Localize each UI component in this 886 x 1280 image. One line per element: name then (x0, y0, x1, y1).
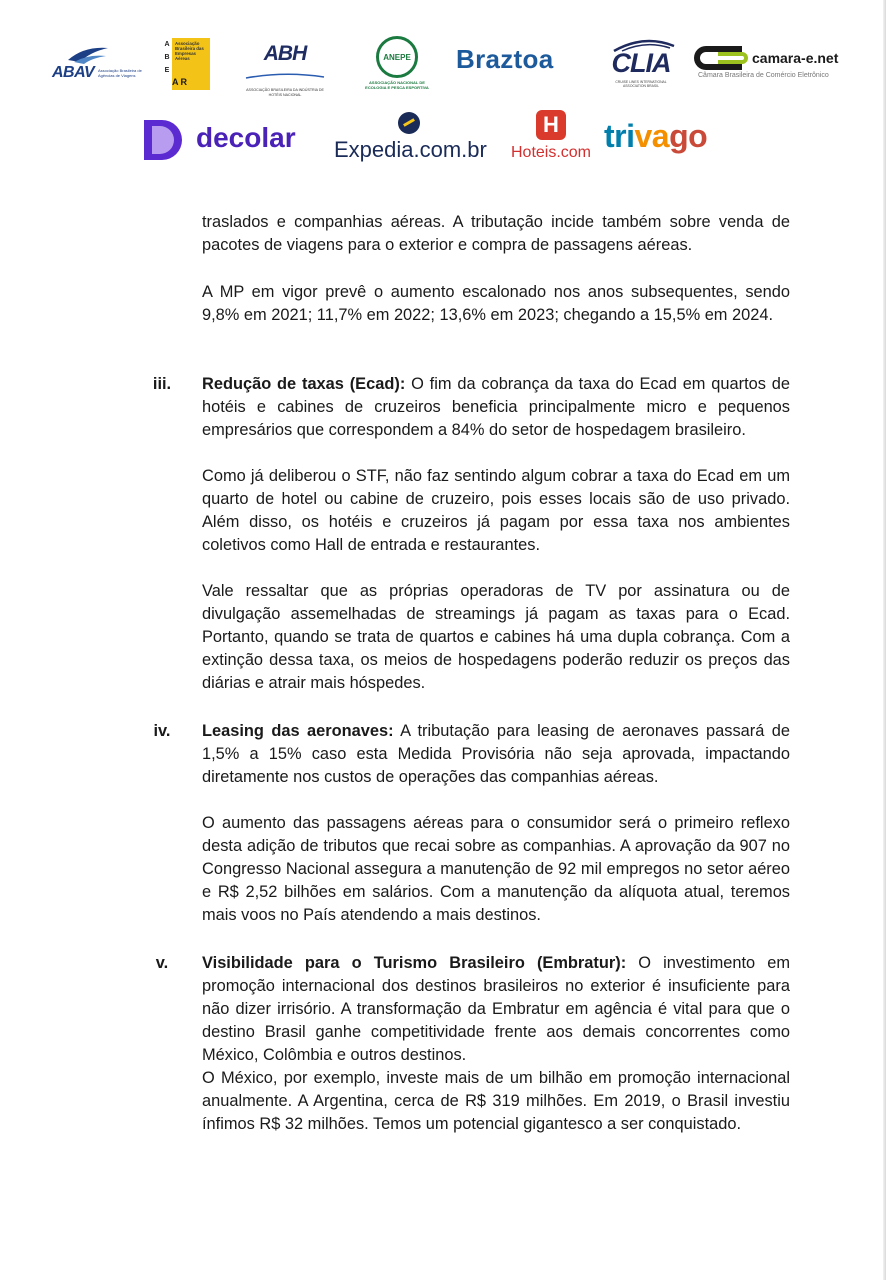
camara-e-net-logo (694, 44, 844, 84)
anepe-logo (358, 36, 436, 94)
ship-icon (604, 38, 678, 52)
clia-caption: CRUISE LINES INTERNATIONAL ASSOCIATION BRASIL (615, 80, 667, 88)
abav-caption: Associação Brasileira de Agências de Viagens (98, 68, 142, 78)
paragraph-mp-schedule: A MP em vigor prevê o aumento escalonado nos anos subsequentes, sendo 9,8% em 2021; 11,7% em 2022; 13,6% em 2023; chegando a 15,5% em 2024. (202, 283, 790, 324)
braztoa-logo: Braztoa (456, 44, 554, 74)
list-marker-iv: iv. (153, 722, 171, 740)
paragraph-continuation: traslados e companhias aéreas. A tributação incide também sobre venda de pacotes de viagens para o exterior e compra de passagens aéreas. (202, 213, 790, 254)
clia-logo (604, 38, 678, 92)
item-iii-paragraph (202, 373, 790, 442)
camara-wordmark: camara-e.net (752, 50, 839, 66)
item-iii-paragraph-3: Vale ressaltar que as próprias operadoras de TV por assinatura ou de divulgação assemelhadas de streamings já pagam as taxas para o Ecad. Portanto, quando se trata de quartos e cabines há uma dupla cobrança. Com a extinção dessa taxa, os meios de hospedagens poderão reduzir os preços das diárias e atrair mais hóspedes. (202, 582, 790, 692)
abear-letter: B (164, 54, 170, 61)
item-v-text: O investimento em promoção internacional dos destinos brasileiros no exterior é insuficiente para não dizer irrisório. A transformação da Embratur em agência é vital para que o destino Brasil ganhe competitividade frente aos demais concorrentes como México, Colômbia e outros destinos. (202, 954, 790, 1064)
hoteis-h-icon (536, 110, 566, 140)
abh-swoosh-icon (242, 73, 328, 79)
item-iv-heading: Leasing das aeronaves: (202, 722, 394, 740)
anepe-caption: ASSOCIAÇÃO NACIONAL DE ECOLOGIA E PESCA ESPORTIVA (365, 80, 429, 90)
item-v-heading: Visibilidade para o Turismo Brasileiro (Embratur): (202, 954, 627, 972)
expedia-logo (334, 112, 487, 166)
abear-letter: E (164, 67, 170, 74)
decolar-wordmark: decolar (196, 122, 296, 153)
camara-mark-accent-icon (718, 52, 748, 64)
abear-letter: A (164, 41, 170, 48)
abav-logo (52, 44, 144, 84)
abav-wordmark: ABAV (52, 64, 95, 81)
expedia-plane-globe-icon (398, 112, 420, 134)
item-iii-text: O fim da cobrança da taxa do Ecad em quartos de hotéis e cabines de cruzeiros beneficia principalmente micro e pequenos empresários que correspondem a 84% do setor de hospedagem brasileiro. (202, 375, 791, 439)
trivago-part: va (634, 118, 670, 154)
clia-wordmark: CLIA (611, 48, 671, 78)
abear-letters (162, 38, 172, 77)
camara-caption: Câmara Brasileira de Comércio Eletrônico (698, 72, 829, 79)
trivago-part: go (669, 118, 708, 154)
item-iii-heading: Redução de taxas (Ecad): (202, 375, 406, 393)
abh-wordmark: ABH (263, 42, 307, 65)
bird-icon (66, 44, 110, 64)
item-v-paragraph-2: O México, por exemplo, investe mais de um bilhão em promoção internacional anualmente. A Argentina, cerca de R$ 319 milhões. Em 2019, o Brasil investiu ínfimos R$ 32 milhões. Temos um potencial gigantesco a ser conquistado. (202, 1069, 790, 1133)
item-iv-paragraph-2: O aumento das passagens aéreas para o consumidor será o primeiro reflexo desta adição de tributos que recai sobre as companhias. A aprovação da 907 no Congresso Nacional assegura a manutenção de 92 mil empregos no setor aéreo e R$ 2,52 bilhões em salários. Com a manutenção da alíquota atual, teremos mais voos no País atendendo a mais destinos. (202, 814, 790, 924)
item-iv-text: A tributação para leasing de aeronaves passará de 1,5% a 15% caso esta Medida Provisória não seja aprovada, impactando diretamente nos custos de operações das companhias aéreas. (202, 722, 790, 786)
hoteis-com-logo (506, 110, 596, 166)
item-v-paragraph (202, 952, 790, 1067)
list-marker-iii: iii. (152, 375, 172, 393)
expedia-wordmark: Expedia.com.br (334, 137, 487, 162)
abear-caption: Associação Brasileira das Empresas Aéreas (175, 41, 204, 61)
anepe-seal-icon: ANEPE (376, 36, 418, 78)
abear-bottom-letters: AR (172, 77, 189, 87)
hoteis-wordmark: Hoteis.com (510, 144, 592, 161)
abear-logo (162, 38, 210, 90)
item-iv-paragraph (202, 720, 790, 789)
abh-caption: ASSOCIAÇÃO BRASILEIRA DA INDÚSTRIA DE HOTÉIS NACIONAL (246, 88, 324, 97)
list-marker-v: v. (155, 954, 169, 972)
trivago-part: tri (604, 118, 635, 154)
trivago-logo (604, 118, 707, 155)
abh-logo (242, 42, 328, 97)
decolar-logo (144, 118, 312, 162)
item-iii-paragraph-2: Como já deliberou o STF, não faz sentindo algum cobrar a taxa do Ecad em um quarto de hotel ou cabine de cruzeiro, pois esses locais são de uso privado. Além disso, os hotéis e cruzeiros já pagam por essa taxa nos ambientes coletivos como Hall de entrada e restaurantes. (202, 467, 790, 554)
